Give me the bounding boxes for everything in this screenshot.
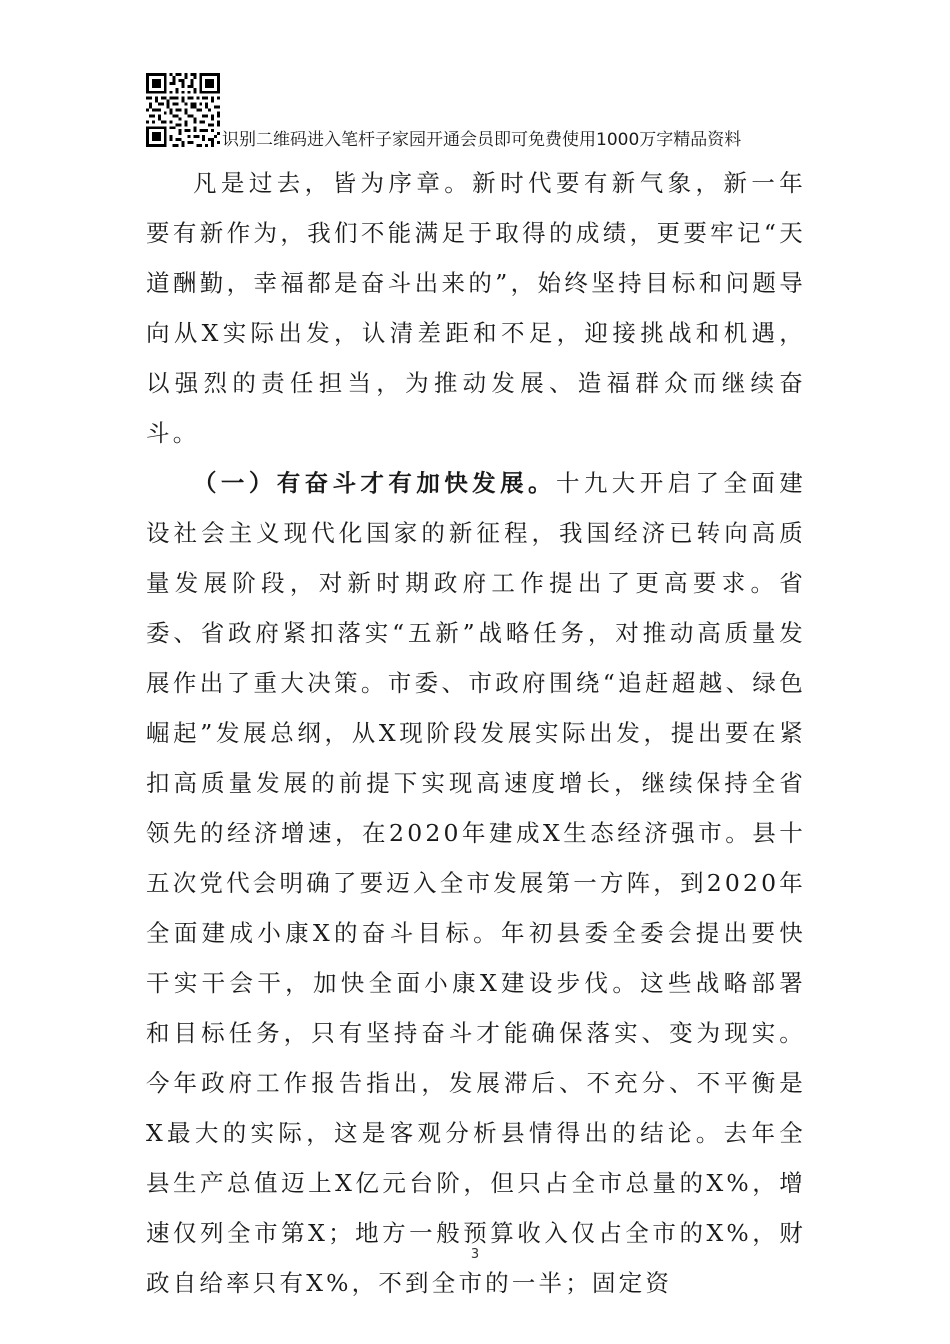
page-number: 3	[470, 1247, 480, 1262]
paragraph-1	[146, 158, 806, 458]
paragraph-1-text: 凡是过去，皆为序章。新时代要有新气象，新一年要有新作为，我们不能满足于取得的成绩，更要牢记“天道酬勤，幸福都是奋斗出来的”，始终坚持目标和问题导向从X实际出发，认清差距和不足，迎接挑战和机遇，以强烈的责任担当，为推动发展、造福群众而继续奋斗。	[146, 169, 806, 447]
paragraph-2	[146, 458, 806, 1308]
document-body	[146, 158, 806, 1308]
paragraph-2-text: 十九大开启了全面建设社会主义现代化国家的新征程，我国经济已转向高质量发展阶段，对新时期政府工作提出了更高要求。省委、省政府紧扣落实“五新”战略任务，对推动高质量发展作出了重大决策。市委、市政府围绕“追赶超越、绿色崛起”发展总纲，从X现阶段发展实际出发，提出要在紧扣高质量发展的前提下实现高速度增长，继续保持全省领先的经济增速，在2020年建成X生态经济强市。县十五次党代会明确了要迈入全市发展第一方阵，到2020年全面建成小康X的奋斗目标。年初县委全委会提出要快干实干会干，加快全面小康X建设步伐。这些战略部署和目标任务，只有坚持奋斗才能确保落实、变为现实。今年政府工作报告指出，发展滞后、不充分、不平衡是X最大的实际，这是客观分析县情得出的结论。去年全县生产总值迈上X亿元台阶，但只占全市总量的X%，增速仅列全市第X；地方一般预算收入仅占全市的X%，财政自给率只有X%，不到全市的一半；固定资	[146, 469, 807, 1297]
qr-code	[146, 73, 220, 147]
promo-banner-text: 识别二维码进入笔杆子家园开通会员即可免费使用1000万字精品资料	[222, 130, 742, 150]
section-heading: （一）有奋斗才有加快发展。	[193, 469, 556, 497]
